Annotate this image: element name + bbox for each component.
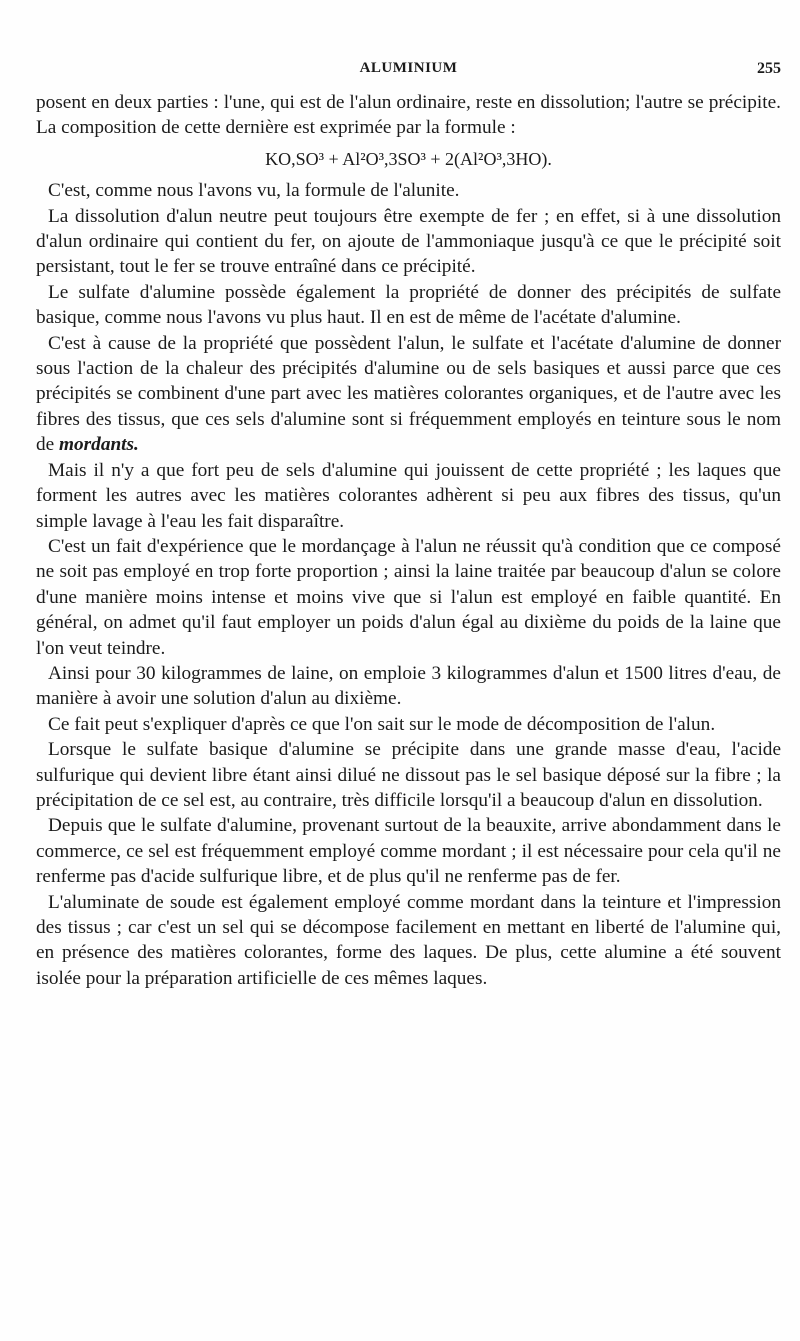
chemical-formula: KO,SO³ + Al²O³,3SO³ + 2(Al²O³,3HO).	[265, 148, 552, 169]
page-number: 255	[757, 60, 781, 77]
paragraph: posent en deux parties : l'une, qui est de l'alun ordinaire, reste en dissolution; l'autre se précipite. La composition de cette dernière est exprimée par la formule :	[36, 92, 781, 139]
italic-term: mordants.	[59, 434, 139, 456]
body-text	[36, 90, 781, 991]
paragraph: Ce fait peut s'expliquer d'après ce que l'on sait sur le mode de décomposition de l'alun.	[48, 713, 716, 735]
paragraph: Lorsque le sulfate basique d'alumine se précipite dans une grande masse d'eau, l'acide sulfurique qui devient libre étant ainsi dilué ne dissout pas le sel basique déposé sur la fibre ; la précipitation de ce sel est, au contraire, très difficile lorsqu'il a beaucoup d'alun en dissolution.	[36, 739, 781, 811]
paragraph: C'est un fait d'expérience que le mordançage à l'alun ne réussit qu'à condition que ce composé ne soit pas employé en trop forte proportion ; ainsi la laine traitée par beaucoup d'alun se colore d'une manière moins intense et moins vive que si l'alun est employé en faible quantité. En général, on admet qu'il faut employer un poids d'alun égal au dixième du poids de la laine que l'on veut teindre.	[36, 535, 781, 659]
running-title: ALUMINIUM	[359, 60, 458, 76]
paragraph: Ainsi pour 30 kilogrammes de laine, on emploie 3 kilogrammes d'alun et 1500 litres d'eau, de manière à avoir une solution d'alun au dixième.	[36, 662, 781, 710]
paragraph: Le sulfate d'alumine possède également la propriété de donner des précipités de sulfate basique, comme nous l'avons vu plus haut. Il en est de même de l'acétate d'alumine.	[36, 281, 781, 329]
paragraph	[36, 331, 781, 458]
paragraph: Depuis que le sulfate d'alumine, provenant surtout de la beauxite, arrive abondamment dans le commerce, ce sel est fréquemment employé comme mordant ; il est nécessaire pour cela qu'il ne renferme pas d'acide sulfurique libre, et de plus qu'il ne renferme pas de fer.	[36, 815, 781, 888]
paragraph: La dissolution d'alun neutre peut toujours être exempte de fer ; en effet, si à une dissolution d'alun ordinaire qui contient du fer, on ajoute de l'ammoniaque jusqu'à ce que le précipité soit persistant, tout le fer se trouve entraîné dans ce précipité.	[36, 205, 781, 278]
page-header	[36, 60, 781, 84]
paragraph: C'est, comme nous l'avons vu, la formule de l'alunite.	[48, 180, 460, 202]
paragraph-text: C'est à cause de la propriété que possèdent l'alun, le sulfate et l'acétate d'alumine de donner sous l'action de la chaleur des précipités d'alumine ou de sels basiques et aussi parce que ces précipités se combinent d'une part avec les matières colorantes organiques, et de l'autre avec les fibres des tissus, que ces sels d'alumine sont si fréquemment employés en teinture sous le nom de	[36, 332, 781, 456]
paragraph: L'aluminate de soude est également employé comme mordant dans la teinture et l'impression des tissus ; car c'est un sel qui se décompose facilement en mettant en liberté de l'alumine qui, en présence des matières colorantes, forme des laques. De plus, cette alumine a été souvent isolée pour la préparation artificielle de ces mêmes laques.	[36, 891, 781, 989]
paragraph: Mais il n'y a que fort peu de sels d'alumine qui jouissent de cette propriété ; les laques que forment les autres avec les matières colorantes adhèrent si peu aux fibres des tissus, qu'un simple lavage à l'eau les fait disparaître.	[36, 459, 781, 532]
